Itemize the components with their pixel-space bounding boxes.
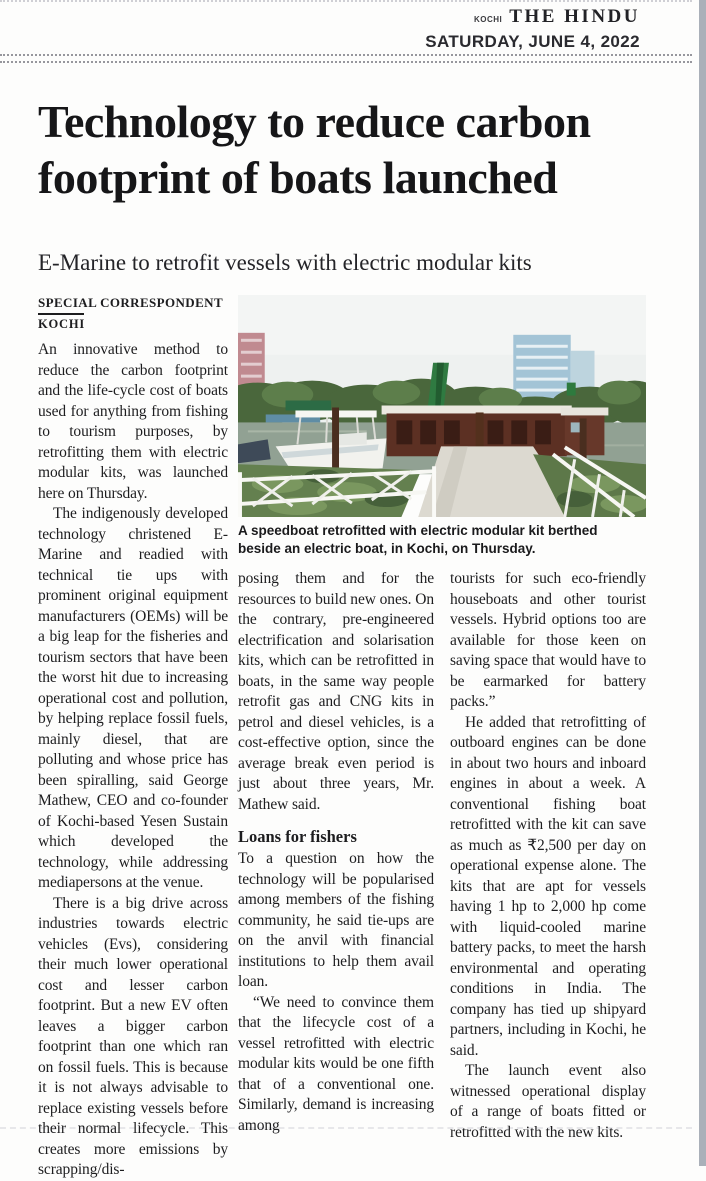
column-3 <box>450 569 646 1143</box>
byline: SPECIAL CORRESPONDENT <box>38 295 224 310</box>
top-dotted-rule <box>0 0 692 2</box>
column-1 <box>38 295 228 1181</box>
byline-rule <box>38 313 84 315</box>
article-headline: Technology to reduce carbon footprint of boats launched <box>38 96 591 204</box>
edition-label: KOCHI <box>474 15 503 24</box>
section-heading: Loans for fishers <box>238 827 357 846</box>
paragraph: The launch event also witnessed operational display of a range of boats fitted or retrofitted with the new kits. <box>450 1062 646 1141</box>
scan-edge-strip <box>699 0 706 1166</box>
article-subheadline: E-Marine to retrofit vessels with electric modular kits <box>38 250 532 275</box>
paragraph: There is a big drive across industries towards electric vehicles (Evs), considering their much lower operational cost and lesser carbon footprint. But a new EV often leaves a bigger carbon footprint than one which ran on fossil fuels. This is because it is not always advisable to replace existing vessels before their normal lifecycle. This creates more emissions by scrapping/dis- <box>38 894 228 1178</box>
place-line: KOCHI <box>38 317 86 331</box>
paragraph: tourists for such eco-friendly houseboats and other tourist vessels. Hybrid options too are available for those keen on saving space that would have to be earmarked for battery packs.” <box>450 570 646 710</box>
masthead: THE HINDU <box>509 6 640 27</box>
article-body <box>38 295 646 1181</box>
photo-caption: A speedboat retrofitted with electric modular kit berthed beside an electric boat, in Kochi, on Thursday. <box>238 523 598 556</box>
article-figure <box>238 295 646 557</box>
paragraph: The indigenously developed technology christened E-Marine and readied with technical tie ups with prominent original equipment manufacturers (OEMs) will be a big leap for the fisheries and tourism sectors that have been the worst hit due to increasing operational cost and pollution, by helping replace fossil fuels, mainly diesel, that are polluting and whose price has been spiralling, said George Mathew, CEO and co-founder of Kochi-based Yesen Sustain which developed the technology, while addressing mediapersons at the venue. <box>38 505 228 891</box>
masthead-dotted-rule <box>0 54 692 63</box>
paragraph: He added that retrofitting of outboard engines can be done in about two hours and inboard engines in about a week. A conventional fishing boat retrofitted with the kit can save as much as ₹2,500 per day on operational expense alone. The kits that are apt for vessels having 1 hp to 2,000 hp come with liquid-cooled marine battery packs, to meet the harsh environmental and operating conditions in India. The company has tied up shipyard partners, including in Kochi, he said. <box>450 713 646 1059</box>
paragraph: “We need to convince them that the lifecycle cost of a vessel retrofitted with electric modular kits would be one fifth that of a conventional one. Similarly, demand is increasing among <box>238 993 434 1134</box>
page-header <box>425 6 640 52</box>
date-line: SATURDAY, JUNE 4, 2022 <box>425 32 640 51</box>
paragraph: posing them and for the resources to build new ones. On the contrary, pre-engineered electrification and solarisation kits, which can be retrofitted in boats, in the same way people retrofit gas and CNG kits in petrol and diesel vehicles, is a cost-effective option, since the average break even period is just about three years, Mr. Mathew said. <box>238 570 434 813</box>
column-2 <box>238 569 434 1143</box>
article-photo <box>238 295 646 517</box>
paragraph: To a question on how the technology will be popularised among members of the fishing community, he said tie-ups are on the anvil with financial institutions to help them avail loan. <box>238 850 434 990</box>
photo-and-columns <box>238 295 646 1181</box>
paragraph: An innovative method to reduce the carbon footprint and the life-cycle cost of boats used for anything from fishing to tourism purposes, by retrofitting them with electric modular kits, was launched here on Thursday. <box>38 341 228 502</box>
